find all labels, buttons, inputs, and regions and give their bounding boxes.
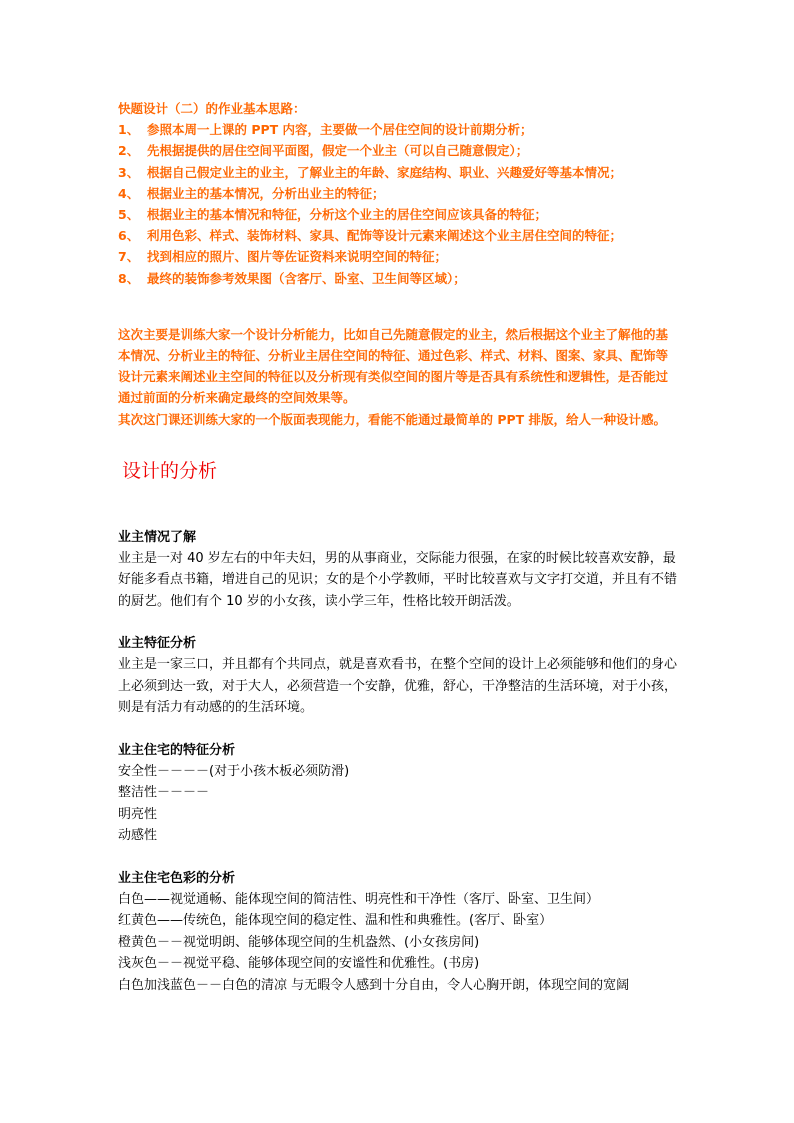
home-trait-item: 安全性－－－－(对于小孩木板必须防滑): [118, 763, 350, 779]
step-number: 8、: [118, 270, 140, 286]
assignment-title: 快题设计（二）的作业基本思路：: [118, 101, 306, 116]
color-analysis-item: 白色——视觉通畅、能体现空间的简洁性、明亮性和干净性（客厅、卧室、卫生间）: [118, 891, 600, 907]
home-traits-section: [118, 741, 678, 847]
assignment-step: [118, 119, 678, 140]
owner-info-title: 业主情况了解: [118, 529, 197, 545]
owner-traits-section: [118, 634, 678, 719]
color-analysis-item: 红黄色——传统色，能体现空间的稳定性、温和性和典雅性。(客厅、卧室）: [118, 913, 553, 929]
owner-traits-title: 业主特征分析: [118, 636, 197, 652]
section-heading: 设计的分析: [122, 459, 218, 482]
assignment-steps: [118, 119, 678, 289]
color-analysis-item: 白色加浅蓝色－－白色的清凉 与无暇令人感到十分自由，令人心胸开朗，体现空间的宽阔: [118, 977, 630, 993]
step-text: 参照本周一上课的 PPT 内容，主要做一个居住空间的设计前期分析；: [147, 122, 533, 138]
assignment-step: [118, 204, 678, 225]
step-text: 根据自己假定业主的业主，了解业主的年龄、家庭结构、职业、兴趣爱好等基本情况；: [147, 164, 623, 180]
layout-paragraph: 其次这门课还训练大家的一个版面表现能力，看能不能通过最简单的 PPT 排版，给人一种设计感。: [118, 411, 667, 427]
assignment-step: [118, 225, 678, 246]
step-text: 利用色彩、样式、装饰材料、家具、配饰等设计元素来阐述这个业主居住空间的特征；: [147, 228, 623, 244]
assignment-step: [118, 162, 678, 183]
step-number: 4、: [118, 185, 140, 201]
owner-info-text: 业主是一对 40 岁左右的中年夫妇，男的从事商业，交际能力很强，在家的时候比较喜欢安静，最好能多看点书籍，增进自己的见识；女的是个小学教师，平时比较喜欢与文字打交道，并且有不错的厨艺。他们有个 10 岁的小女孩，读小学三年，性格比较开朗活泼。: [118, 550, 678, 609]
step-text: 最终的装饰参考效果图（含客厅、卧室、卫生间等区域）；: [147, 270, 466, 286]
assignment-block: [118, 98, 678, 289]
step-text: 根据业主的基本情况和特征，分析这个业主的居住空间应该具备的特征；: [147, 207, 548, 223]
assignment-step: [118, 183, 678, 204]
home-trait-item: 明亮性: [118, 806, 158, 822]
step-number: 2、: [118, 143, 140, 159]
color-analysis-item: 浅灰色－－视觉平稳、能够体现空间的安谧性和优雅性。(书房): [118, 956, 480, 972]
assignment-step: [118, 140, 678, 161]
step-number: 5、: [118, 207, 140, 223]
assignment-step: [118, 246, 678, 267]
step-text: 先根据提供的居住空间平面图，假定一个业主（可以自己随意假定）；: [147, 143, 529, 159]
home-colors-section: [118, 869, 678, 997]
owner-traits-text: 业主是一家三口，并且都有个共同点，就是喜欢看书，在整个空间的设计上必须能够和他们的身心上必须到达一致，对于大人，必须营造一个安静，优雅，舒心，干净整洁的生活环境，对于小孩，则是有活力有动感的的生活环境。: [118, 657, 678, 716]
home-trait-item: 整洁性－－－－: [118, 785, 210, 801]
step-number: 6、: [118, 228, 140, 244]
home-traits-title: 业主住宅的特征分析: [118, 742, 236, 758]
step-number: 7、: [118, 249, 140, 265]
home-trait-item: 动感性: [118, 828, 158, 844]
step-text: 根据业主的基本情况，分析出业主的特征；: [147, 185, 385, 201]
color-analysis-item: 橙黄色－－视觉明朗、能够体现空间的生机盎然、(小女孩房间): [118, 934, 480, 950]
step-text: 找到相应的照片、图片等佐证资料来说明空间的特征；: [147, 249, 448, 265]
assignment-step: [118, 268, 678, 289]
assignment-notes: [118, 324, 678, 430]
step-number: 1、: [118, 122, 140, 138]
document-content: [118, 98, 678, 996]
owner-info-section: [118, 528, 678, 613]
home-colors-title: 业主住宅色彩的分析: [118, 870, 236, 886]
step-number: 3、: [118, 164, 140, 180]
training-paragraph: 这次主要是训练大家一个设计分析能力，比如自己先随意假定的业主，然后根据这个业主了解他的基本情况、分析业主的特征、分析业主居住空间的特征、通过色彩、样式、材料、图案、家具、配饰等设计元素来阐述业主空间的特征以及分析现有类似空间的图片等是否具有系统性和逻辑性，是否能过通过前面的分析来确定最终的空间效果等。: [118, 326, 669, 406]
